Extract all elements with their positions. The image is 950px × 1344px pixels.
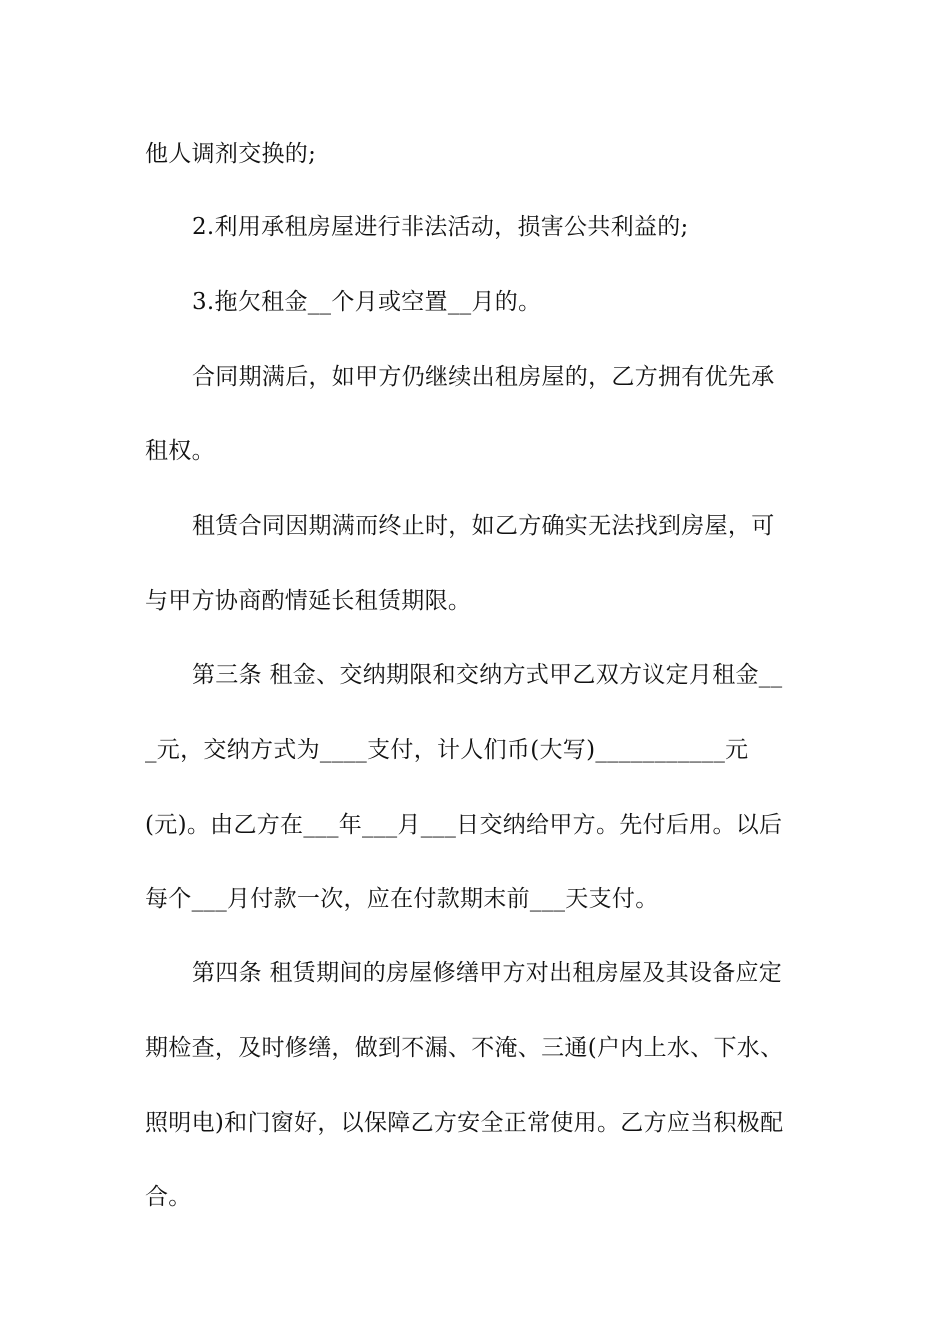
text-line: 与甲方协商酌情延长租赁期限。 [145, 588, 472, 614]
text-line: _元，交纳方式为____支付，计人们币(大写)___________元 [145, 737, 749, 763]
text-line: 合同期满后，如甲方仍继续出租房屋的，乙方拥有优先承 [192, 364, 775, 390]
text-line: (元)。由乙方在___年___月___日交纳给甲方。先付后用。以后 [145, 812, 783, 838]
text-line: 租赁合同因期满而终止时，如乙方确实无法找到房屋，可 [192, 513, 775, 539]
text-line: 2.利用承租房屋进行非法活动，损害公共利益的; [192, 214, 689, 240]
text-line: 租权。 [145, 438, 215, 464]
text-line: 第三条 租金、交纳期限和交纳方式甲乙双方议定月租金__ [192, 662, 783, 688]
text-line: 每个___月付款一次，应在付款期末前___天支付。 [145, 886, 659, 912]
text-line: 照明电)和门窗好，以保障乙方安全正常使用。乙方应当积极配 [145, 1110, 784, 1136]
text-line: 合。 [145, 1184, 192, 1210]
text-line: 他人调剂交换的; [145, 141, 317, 167]
text-line: 期检查，及时修缮，做到不漏、不淹、三通(户内上水、下水、 [145, 1035, 784, 1061]
text-line: 3.拖欠租金__个月或空置__月的。 [192, 289, 542, 315]
text-line: 第四条 租赁期间的房屋修缮甲方对出租房屋及其设备应定 [192, 960, 783, 986]
